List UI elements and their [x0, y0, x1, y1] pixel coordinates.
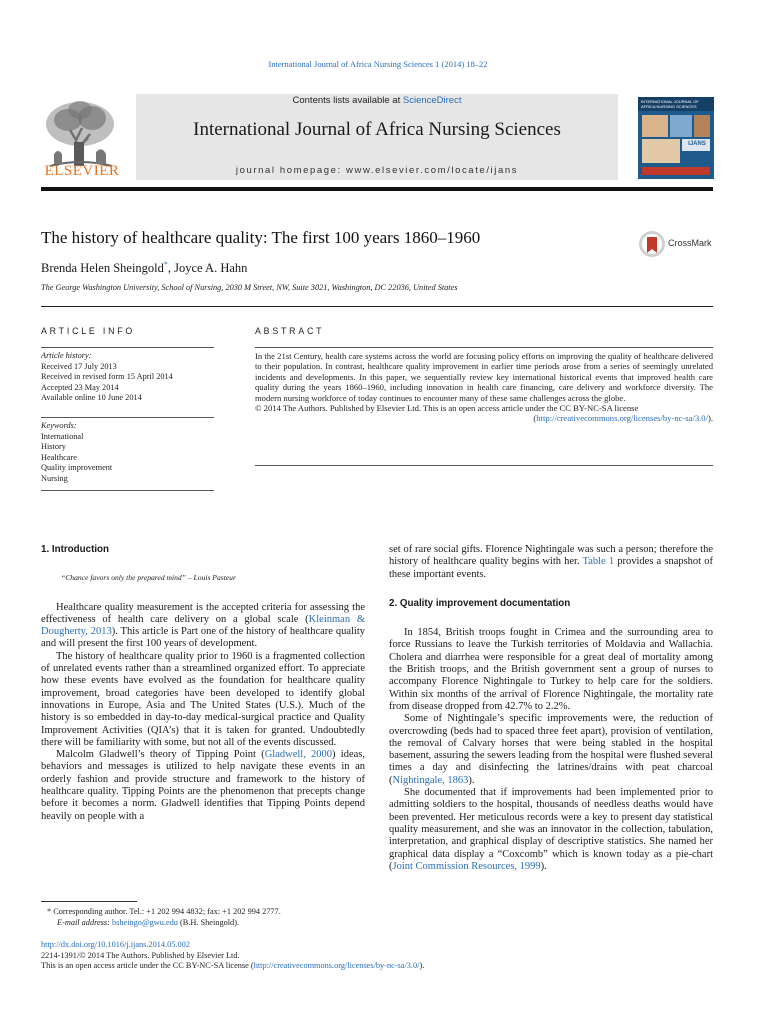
body-paragraph — [41, 602, 365, 651]
article-title: The history of healthcare quality: The first 100 years 1860–1960 — [41, 228, 481, 247]
text-run: provides a snapshot of these important events. — [389, 556, 713, 580]
oa-text: This is an open access article under the CC BY-NC-SA license ( — [41, 961, 254, 971]
citation-link[interactable]: Joint Commission Resources, 1999 — [392, 860, 541, 872]
section-heading: 1. Introduction — [41, 544, 110, 555]
text-run: ). — [540, 860, 547, 872]
text-run: ). This article is Part one of the history of healthcare quality and will present the first 100 years of development. — [41, 626, 365, 650]
history-entry: Received in revised form 15 April 2014 — [41, 372, 173, 381]
abstract-rule — [255, 347, 713, 348]
body-paragraph: The history of healthcare quality prior to 1960 is a fragmented collection of unrelated events rather than a streamlined organized effort. To appreciate how these events have evolved as the foundation for healthcare quality improvement, broad categories have been developed to identify global innovations in Europe, Asia and The United States (U.S.). Much of the history is so embedded in day-to-day medical-surgical practice and Quality Improvement Activities (QIA’s) that it is taken for granted. Undoubtedly there will be familiarity with some, but not all of the events discussed. — [41, 650, 365, 748]
body-paragraph: In 1854, British troops fought in Crimea and the surrounding area to force Russians to leave the Turkish territories of Moldavia and Wallachia. Cholera and diarrhea were responsible for a great deal of mortality among the British troops, and the British government sent a group of nurses to accompany Florence Nightingale to Turkey to help care for the soldiers. Within six months of the arrival of Florence Nightingale, the mortality rate from disease dropped from 42.7% to 2.2%. — [389, 627, 713, 712]
text-run: ). — [468, 774, 475, 786]
abstract-license-link-line — [255, 413, 713, 423]
sciencedirect-link[interactable]: ScienceDirect — [402, 95, 462, 106]
oa-close: ). — [419, 961, 425, 971]
section-heading: 2. Quality improvement documentation — [389, 597, 571, 609]
issn-line: 2214-1391/© 2014 The Authors. Published by Elsevier Ltd. — [41, 950, 240, 960]
keyword: Quality improvement — [41, 463, 113, 472]
citation-link[interactable]: Kleinman & Dougherty, 2013 — [41, 613, 366, 638]
text-run: Some of Nightingale’s specific improvements were, the reduction of overcrowding (beds had to spaced three feet apart), provision of ventilation, the removal of Calvary horses that were being stabled in the hospital basement, assuring the sewers leading from the hospital were flushed several times a day and disinfecting the latrines/drains with peat charcoal ( — [389, 713, 713, 786]
article-footer — [41, 940, 713, 972]
journal-title: International Journal of Africa Nursing Sciences — [193, 119, 561, 140]
author-name[interactable]: Joyce A. Hahn — [174, 261, 248, 276]
body-paragraph — [389, 544, 713, 581]
author-list — [41, 260, 247, 276]
history-label: Article history: — [41, 351, 92, 360]
contents-availability — [136, 95, 618, 106]
license-paren: ( — [533, 413, 537, 424]
table-link[interactable]: Table 1 — [582, 556, 615, 568]
doi-link[interactable]: http://dx.doi.org/10.1016/j.ijans.2014.05.002 — [41, 940, 190, 949]
body-paragraph — [389, 787, 713, 873]
title-block-rule — [41, 306, 713, 307]
text-run: set of rare social gifts. Florence Nightingale was such a person; therefore the history of healthcare quality begins with her. — [389, 544, 713, 568]
email-label: E-mail address: — [57, 918, 112, 927]
elsevier-wordmark: ELSEVIER — [44, 163, 120, 179]
history-entry: Accepted 23 May 2014 — [41, 382, 119, 392]
keyword: International — [41, 431, 84, 441]
footnote-text: Corresponding author. Tel.: +1 202 994 4832; fax: +1 202 994 2777. — [51, 907, 281, 916]
oa-license-link[interactable]: http://creativecommons.org/licenses/by-nc-sa/3.0/ — [253, 961, 420, 971]
cover-badge: IJANS — [688, 141, 706, 147]
text-run: ) ideas, behaviors and messages is utilized to help navigate these events in an orderly fashion and provide structure and framework to the history of healthcare quality. Tipping Points are the phenomenon that precepts change before it becomes a norm. Gladwell identifies that Tipping Points depend heavily on people with a — [41, 749, 365, 822]
history-entry: Available online 10 June 2014 — [41, 393, 142, 402]
article-info-rule — [41, 490, 214, 491]
citation-link[interactable]: Gladwell, 2000 — [264, 749, 333, 761]
author-name[interactable]: Brenda Helen Sheingold — [41, 261, 164, 276]
article-info-rule — [41, 347, 214, 348]
keyword: Healthcare — [41, 452, 77, 462]
epigraph: “Chance favors only the prepared mind” – Louis Pasteur — [61, 573, 236, 583]
keywords — [41, 421, 216, 484]
journal-homepage — [136, 165, 618, 176]
open-access-line — [41, 961, 713, 972]
homepage-label: journal homepage: — [235, 165, 347, 176]
license-paren: ). — [707, 413, 713, 424]
email-link[interactable]: bsheingo@gwu.edu — [112, 918, 178, 927]
homepage-link[interactable]: www.elsevier.com/locate/ijans — [346, 165, 519, 176]
contents-prefix: Contents lists available at — [292, 95, 403, 106]
footnote-rule — [41, 901, 137, 902]
text-run: Healthcare quality measurement is the accepted criteria for assessing the effectiveness of health care delivery on a global scale ( — [41, 601, 365, 625]
elsevier-logo — [40, 94, 122, 184]
article-info-heading: ARTICLE INFO — [41, 326, 136, 336]
abstract-text — [255, 351, 713, 424]
cover-title: INTERNATIONAL JOURNAL OF AFRICA NURSING SCIENCES — [641, 99, 699, 109]
article-info-rule — [41, 417, 214, 418]
body-right-column — [389, 544, 713, 873]
keywords-label: Keywords: — [41, 421, 77, 430]
license-link[interactable]: http://creativecommons.org/licenses/by-nc-sa/3.0/ — [536, 413, 708, 424]
citation-link[interactable]: Nightingale, 1863 — [392, 774, 469, 786]
affiliation: The George Washington University, School of Nursing, 2030 M Street, NW, Suite 3021, Washington, DC 22036, United States — [41, 283, 458, 292]
crossmark-icon — [638, 229, 668, 259]
text-run: Malcolm Gladwell’s theory of Tipping Point ( — [56, 749, 265, 761]
footnote-marker: * — [47, 907, 52, 916]
journal-citation[interactable]: International Journal of Africa Nursing Sciences 1 (2014) 18–22 — [268, 59, 488, 69]
body-left-column — [41, 544, 365, 823]
abstract-license: © 2014 The Authors. Published by Elsevier Ltd. This is an open access article under the CC BY-NC-SA license — [255, 403, 639, 414]
cover-image — [638, 97, 714, 179]
email-suffix: (B.H. Sheingold). — [177, 918, 240, 927]
body-paragraph — [389, 713, 713, 787]
article-history — [41, 351, 216, 404]
abstract-heading: ABSTRACT — [255, 326, 325, 336]
email-note — [41, 917, 401, 928]
abstract-rule — [255, 465, 713, 466]
keyword: Nursing — [41, 473, 68, 483]
author-separator: , — [167, 261, 175, 276]
crossmark-label: CrossMark — [668, 238, 712, 248]
text-run: She documented that if improvements had been implemented prior to admitting soldiers to the hospital, thousands of needless deaths would have been prevented. Her meticulous records were a key to present day statistical quality measurement, and she was an innovator in the collection, tabulation, interpretation, and graphical display of descriptive statistics. She named her graphical data display a “Coxcomb” which is known today as a pie-chart ( — [389, 787, 713, 872]
corresponding-author-note — [41, 906, 401, 917]
keyword: History — [41, 442, 66, 451]
footnotes — [41, 906, 401, 928]
corresponding-author-marker[interactable]: * — [163, 260, 168, 269]
journal-cover[interactable] — [638, 97, 714, 179]
abstract-paragraph: In the 21st Century, health care systems across the world are focusing policy efforts on improving the quality of healthcare delivered to their population. In contrast, healthcare quality improvement in earlier time periods arose from a series of seemingly unrelated incidents and developments. In this paper, we sequentially review key international historical events that improved health care quality during the years 1860–1960, including innovation in health care financing, care delivery and workforce diversity. The modern nursing workforce of today continues to encounter many of these same challenges across the globe. — [255, 351, 713, 403]
history-entry: Received 17 July 2013 — [41, 361, 117, 371]
body-paragraph — [41, 749, 365, 823]
crossmark-badge[interactable] — [638, 229, 718, 259]
header-rule — [41, 187, 713, 191]
